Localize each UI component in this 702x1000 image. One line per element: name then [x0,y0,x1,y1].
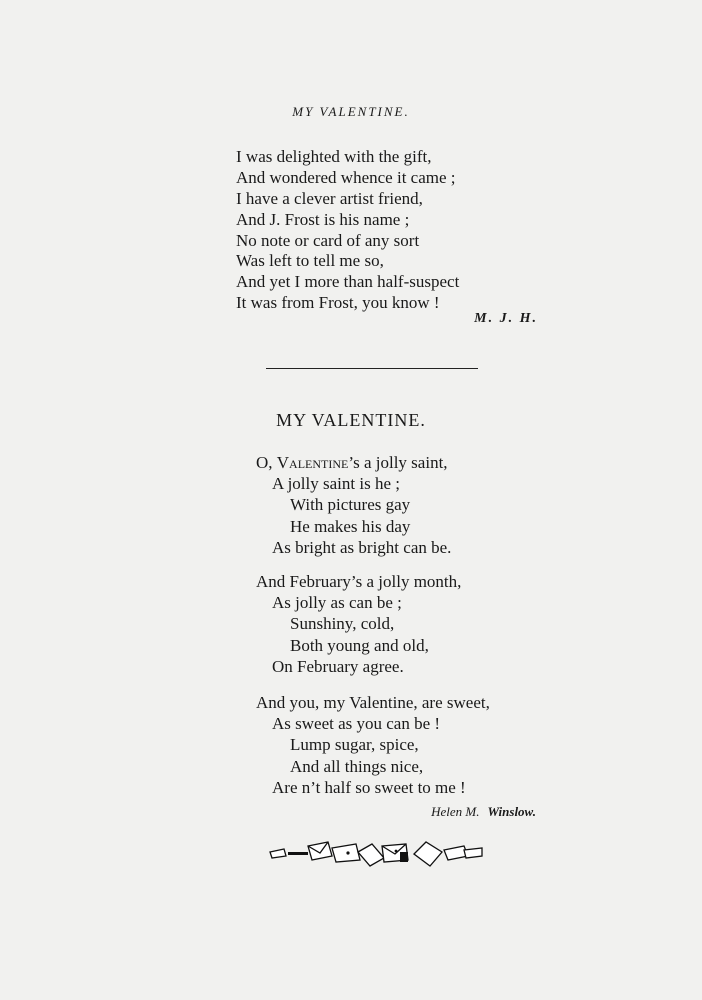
poem1-line: And yet I more than half-suspect [236,272,460,292]
poem1-line: And wondered whence it came ; [236,167,456,187]
poem2-line: As jolly as can be ; [272,593,402,613]
poem1-line: Was left to tell me so, [236,251,384,271]
poem2-stanza-3 [256,692,490,798]
line-text: ’s a jolly saint, [348,453,448,472]
poem2-line: Are n’t half so sweet to me ! [272,777,466,797]
signature-last: Winslow. [487,804,536,819]
poem2-line: A jolly saint is he ; [272,474,400,494]
poem1-body [236,147,459,314]
poem2-line: As sweet as you can be ! [272,714,441,734]
poem2-signature [431,804,536,820]
poem2-line: He makes his day [290,516,411,536]
poem2-line: And February’s a jolly month, [256,572,462,591]
poem1-signature: M. J. H. [474,311,538,326]
poem1-line: I was delighted with the gift, [236,147,432,166]
poem2-line: Lump sugar, spice, [290,735,419,755]
poem1-title: MY VALENTINE. [292,104,410,119]
poem2-line: Sunshiny, cold, [290,614,395,634]
poem2-line: On February agree. [272,656,404,676]
poem2-line: And all things nice, [290,756,424,776]
signature-first: Helen M. [431,804,480,819]
poem1-line: I have a clever artist friend, [236,188,423,208]
poem2-line [256,452,451,473]
poem2-stanza-1 [256,452,451,558]
saint-name: Valentine [276,453,349,472]
poem1-line: It was from Frost, you know ! [236,293,440,313]
poem2-line: Both young and old, [290,635,429,655]
envelopes-ornament-icon [268,836,486,870]
poem2-stanza-2 [256,571,461,677]
section-divider [266,368,478,369]
poem2-title: MY VALENTINE. [276,410,426,430]
poem2-line: With pictures gay [290,495,411,515]
poem2-line: As bright as bright can be. [272,537,452,557]
line-text: O, [256,453,277,472]
poem2-line: And you, my Valentine, are sweet, [256,693,490,712]
poem1-line: No note or card of any sort [236,230,420,250]
poem1-line: And J. Frost is his name ; [236,209,410,229]
